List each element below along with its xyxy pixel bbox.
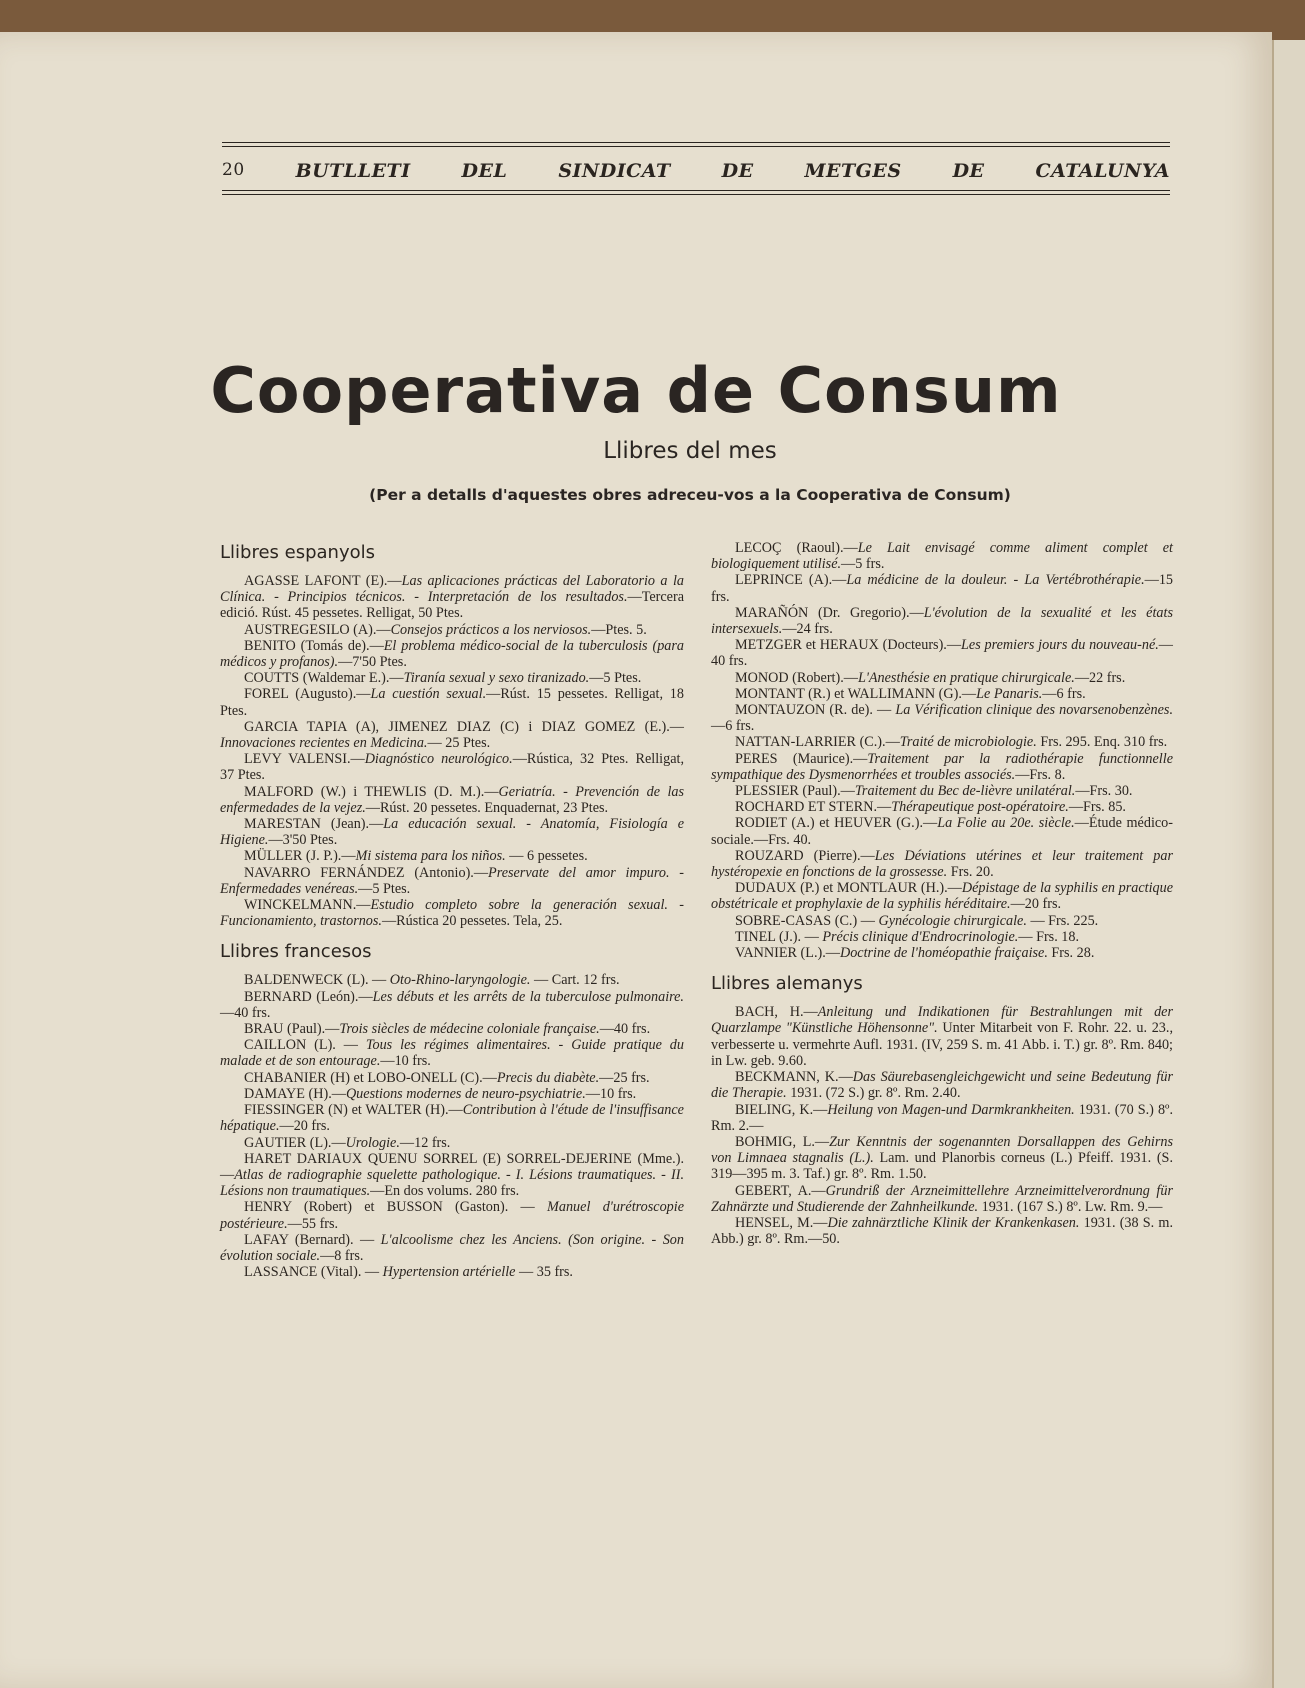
book-title: Preservate del amor impuro. - Enfermedades venéreas. bbox=[220, 864, 684, 897]
book-details: Lam. und Planorbis corneus (L.) Pfeiff. 1931. (S. 319—395 m. 3. Taf.) gr. 8º. Rm. 1.50. bbox=[711, 1150, 1173, 1183]
book-author: PLESSIER (Paul).— bbox=[735, 783, 855, 800]
book-title: La Vérification clinique des novarsenobenzènes. bbox=[895, 702, 1173, 719]
book-author: MARESTAN (Jean).— bbox=[244, 816, 384, 833]
book-author: LECOÇ (Raoul).— bbox=[735, 540, 858, 556]
book-details: —Rústica 20 pessetes. Tela, 25. bbox=[381, 913, 563, 930]
book-title: Dépistage de la syphilis en practique obstétricale et prophylaxie de la syphilis héréditaire. bbox=[711, 880, 1173, 913]
book-title: Estudio completo sobre la generación sexual. - Funcionamiento, trastornos. bbox=[220, 897, 684, 930]
book-author: TINEL (J.). — bbox=[735, 928, 823, 945]
book-author: BALDENWECK (L). — bbox=[244, 972, 390, 989]
page-number: 20 bbox=[222, 160, 245, 180]
book-details: —7'50 Ptes. bbox=[338, 654, 407, 671]
book-details: —10 frs. bbox=[585, 1085, 637, 1102]
book-entry bbox=[711, 929, 1173, 945]
book-entry bbox=[220, 719, 684, 751]
book-author: LAFAY (Bernard). — bbox=[244, 1231, 381, 1248]
book-details: —40 frs. bbox=[599, 1021, 651, 1038]
book-title: Geriatría. - Prevención de las enfermedades de la vejez. bbox=[220, 783, 685, 816]
book-title: Las aplicaciones prácticas del Laboratorio a la Clínica. - Principios técnicos. - Interpretación de los resultados. bbox=[220, 573, 684, 606]
book-author: BOHMIG, L.— bbox=[735, 1133, 830, 1150]
book-author: COUTTS (Waldemar E.).— bbox=[244, 670, 404, 687]
book-author: CHABANIER (H) et LOBO-ONELL (C).— bbox=[244, 1069, 497, 1086]
book-title: Trois siècles de médecine coloniale française. bbox=[339, 1021, 600, 1038]
book-author: MONOD (Robert).— bbox=[735, 669, 858, 686]
book-details: —Étude médico-sociale.—Frs. 40. bbox=[711, 815, 1173, 848]
book-entry bbox=[711, 1069, 1173, 1101]
book-details: —3'50 Ptes. bbox=[268, 832, 338, 849]
book-author: LASSANCE (Vital). — bbox=[244, 1264, 383, 1281]
book-title: Heilung von Magen-und Darmkrankheiten. bbox=[827, 1101, 1075, 1118]
book-author: GEBERT, A.— bbox=[735, 1182, 826, 1199]
book-title: Les premiers jours du nouveau-né. bbox=[961, 637, 1159, 654]
book-entry bbox=[220, 1135, 684, 1151]
book-details: —Frs. 85. bbox=[1068, 799, 1126, 816]
book-entry bbox=[220, 1037, 684, 1069]
book-entry bbox=[220, 622, 684, 638]
book-details: Frs. 28. bbox=[1047, 945, 1095, 962]
running-header bbox=[222, 142, 1170, 200]
book-entry bbox=[220, 865, 684, 897]
book-title: Questions modernes de neuro-psychiatrie. bbox=[345, 1085, 586, 1102]
book-entry bbox=[711, 783, 1173, 799]
book-title: Atlas de radiographie squelette pathologique. - I. Lésions traumatiques. - II. Lésions non traumatiques. bbox=[220, 1166, 684, 1200]
book-entry bbox=[220, 751, 684, 783]
left-column bbox=[220, 540, 684, 1280]
book-author: DAMAYE (H).— bbox=[244, 1085, 346, 1102]
book-author: BRAU (Paul).— bbox=[244, 1021, 340, 1038]
book-entry bbox=[220, 897, 684, 929]
book-author: RODIET (A.) et HEUVER (G.).— bbox=[735, 815, 938, 832]
book-author: HENSEL, M.— bbox=[735, 1214, 828, 1231]
book-title: Mi sistema para los niños. bbox=[355, 848, 506, 865]
book-title: Das Säurebasengleichgewicht und seine Bedeutung für die Therapie. bbox=[711, 1069, 1173, 1102]
book-details: — Cart. 12 frs. bbox=[530, 972, 620, 989]
book-entry bbox=[220, 1232, 684, 1264]
book-details: —12 frs. bbox=[399, 1134, 451, 1151]
next-page-edge bbox=[1272, 40, 1305, 1688]
book-author: GARCIA TAPIA (A), JIMENEZ DIAZ (C) i DIAZ GOMEZ (E.).— bbox=[244, 718, 684, 735]
book-author: FOREL (Augusto).— bbox=[244, 686, 371, 703]
book-entry bbox=[711, 637, 1173, 669]
book-entry bbox=[711, 572, 1173, 604]
book-details: — 6 pessetes. bbox=[505, 848, 588, 865]
book-title: Thérapeutique post-opératoire. bbox=[891, 799, 1069, 816]
book-entry bbox=[711, 605, 1173, 637]
book-entry bbox=[711, 1004, 1173, 1069]
book-entry bbox=[711, 670, 1173, 686]
book-author: SOBRE-CASAS (C.) — bbox=[735, 912, 879, 929]
book-author: BENITO (Tomás de).— bbox=[244, 637, 384, 654]
book-details: —Frs. 30. bbox=[1075, 783, 1133, 800]
book-title: L'Anesthésie en pratique chirurgicale. bbox=[857, 669, 1075, 686]
book-details: —55 frs. bbox=[287, 1215, 339, 1232]
book-author: BIELING, K.— bbox=[735, 1101, 828, 1118]
book-entry bbox=[711, 1183, 1173, 1215]
header-word: SINDICAT bbox=[558, 160, 671, 182]
book-details: —5 Ptes. bbox=[358, 880, 411, 897]
book-author: MONTANT (R.) et WALLIMANN (G).— bbox=[735, 685, 977, 702]
book-entry bbox=[220, 848, 684, 864]
book-entry bbox=[220, 972, 684, 988]
book-title: Tous les régimes alimentaires. - Guide pratique du malade et de son entourage. bbox=[220, 1037, 684, 1070]
section-heading: Llibres alemanys bbox=[711, 973, 863, 995]
book-details: —25 frs. bbox=[599, 1069, 650, 1086]
book-details: Frs. 20. bbox=[947, 864, 994, 881]
book-details: —En dos volums. 280 frs. bbox=[370, 1183, 520, 1200]
book-details: —5 frs. bbox=[841, 556, 885, 573]
book-title: Les Déviations utérines et leur traitement par hystéropexie en fonctions de la grossesse. bbox=[711, 847, 1173, 881]
book-title: Traité de microbiologie. bbox=[899, 734, 1037, 751]
book-title: Tiranía sexual y sexo tiranizado. bbox=[403, 670, 590, 687]
header-word: BUTLLETI bbox=[295, 160, 411, 182]
book-details: —20 frs. bbox=[279, 1118, 330, 1135]
book-details: —22 frs. bbox=[1074, 669, 1126, 686]
book-details: —Rúst. 15 pessetes. Relligat, 18 Ptes. bbox=[220, 686, 684, 719]
book-details: —40 frs. bbox=[220, 1004, 271, 1021]
book-author: NATTAN-LARRIER (C.).— bbox=[735, 734, 900, 751]
book-entry bbox=[711, 751, 1173, 783]
book-details: — 35 frs. bbox=[515, 1264, 573, 1281]
book-details: —Frs. 8. bbox=[1015, 766, 1066, 783]
book-author: BACH, H.— bbox=[735, 1004, 818, 1021]
contact-note: (Per a detalls d'aquestes obres adreceu-vos a la Cooperativa de Consum) bbox=[369, 486, 1011, 504]
book-entry bbox=[220, 816, 684, 848]
book-author: LEVY VALENSI.— bbox=[244, 751, 365, 768]
book-title: Doctrine de l'homéopathie fraiçaise. bbox=[839, 945, 1048, 962]
book-author: LEPRINCE (A).— bbox=[735, 572, 847, 589]
book-title: Manuel d'urétroscopie postérieure. bbox=[220, 1199, 685, 1232]
book-author: FIESSINGER (N) et WALTER (H).— bbox=[244, 1102, 463, 1119]
book-title: L'évolution de la sexualité et les états intersexuels. bbox=[711, 604, 1173, 638]
book-entry bbox=[220, 573, 684, 622]
book-details: —5 Ptes. bbox=[589, 670, 642, 687]
book-details: 1931. (72 S.) gr. 8º. Rm. 2.40. bbox=[786, 1085, 961, 1102]
book-author: CAILLON (L). — bbox=[244, 1037, 366, 1054]
book-details: — Frs. 225. bbox=[1026, 912, 1099, 929]
book-details: —Ptes. 5. bbox=[591, 621, 647, 638]
page-subtitle: Llibres del mes bbox=[603, 438, 777, 464]
book-details: 1931. (38 S. m. Abb.) gr. 8º. Rm.—50. bbox=[711, 1214, 1173, 1248]
book-title: Précis clinique d'Endrocrinologie. bbox=[822, 928, 1019, 945]
book-title: Traitement du Bec de-lièvre unilatéral. bbox=[854, 783, 1076, 800]
book-title: Le Lait envisagé comme aliment complet et biologiquement utilisé. bbox=[711, 540, 1174, 573]
header-word: DE bbox=[952, 160, 985, 182]
book-entry bbox=[711, 540, 1173, 572]
book-details: — Frs. 18. bbox=[1018, 928, 1080, 945]
header-rule-top-1 bbox=[222, 142, 1170, 143]
book-author: AUSTREGESILO (A).— bbox=[244, 621, 391, 638]
book-title: Urologie. bbox=[345, 1134, 400, 1151]
book-details: —6 frs. bbox=[1042, 685, 1086, 702]
section-heading: Llibres francesos bbox=[220, 941, 372, 963]
book-title: La educación sexual. - Anatomía, Fisiología e Higiene. bbox=[220, 816, 685, 849]
book-details: —15 frs. bbox=[711, 572, 1174, 605]
book-title: Consejos prácticos a los nerviosos. bbox=[390, 621, 592, 638]
book-entry bbox=[711, 734, 1173, 750]
book-details: —20 frs. bbox=[1010, 896, 1062, 913]
header-text bbox=[222, 160, 1170, 182]
book-details: Frs. 295. Enq. 310 frs. bbox=[1036, 734, 1168, 751]
book-entry bbox=[220, 670, 684, 686]
header-rule-bottom-2 bbox=[222, 194, 1170, 195]
book-entry bbox=[220, 1151, 684, 1200]
book-entry bbox=[711, 702, 1173, 734]
book-details: —8 frs. bbox=[320, 1247, 364, 1264]
book-author: BERNARD (León).— bbox=[244, 988, 373, 1005]
book-entry bbox=[220, 1021, 684, 1037]
book-entry bbox=[220, 1264, 684, 1280]
book-author: VANNIER (L.).— bbox=[735, 945, 840, 962]
book-entry bbox=[711, 686, 1173, 702]
book-title: La Folie au 20e. siècle. bbox=[937, 815, 1075, 832]
book-entry bbox=[711, 799, 1173, 815]
book-author: HENRY (Robert) et BUSSON (Gaston). — bbox=[244, 1199, 548, 1216]
book-details: Unter Mitarbeit von F. Rohr. 22. u. 23., verbesserte u. vermehrte Aufl. 1931. (IV, 259 S. m. 41 Abb. i. T.) gr. 8º. Rm. 840; in Lw. geb. 9.60. bbox=[711, 1020, 1173, 1069]
book-author: MALFORD (W.) i THEWLIS (D. M.).— bbox=[244, 783, 499, 800]
book-details: 1931. (167 S.) 8º. Lw. Rm. 9.— bbox=[978, 1198, 1163, 1215]
book-title: La cuestión sexual. bbox=[370, 686, 487, 703]
book-title: Hypertension artérielle bbox=[382, 1264, 516, 1281]
book-title: L'alcoolisme chez les Anciens. (Son origine. - Son évolution sociale. bbox=[220, 1231, 684, 1264]
book-entry bbox=[711, 1215, 1173, 1247]
book-author: MÜLLER (J. P.).— bbox=[244, 848, 356, 865]
book-entry bbox=[711, 945, 1173, 961]
header-word: METGES bbox=[804, 160, 902, 182]
book-entry bbox=[220, 784, 684, 816]
book-title: Les débuts et les arrêts de la tuberculose pulmonaire. bbox=[372, 988, 684, 1005]
book-title: Innovaciones recientes en Medicina. bbox=[220, 735, 428, 752]
book-author: METZGER et HERAUX (Docteurs).— bbox=[735, 637, 962, 654]
book-entry bbox=[711, 880, 1173, 912]
book-author: PERES (Maurice).— bbox=[735, 750, 868, 767]
book-entry bbox=[220, 1086, 684, 1102]
book-title: Contribution à l'étude de l'insuffisance hépatique. bbox=[220, 1102, 684, 1135]
book-details: —Tercera edició. Rúst. 45 pessetes. Relligat, 50 Ptes. bbox=[220, 589, 684, 622]
book-author: ROUZARD (Pierre).— bbox=[735, 847, 875, 864]
book-details: 1931. (70 S.) 8º. Rm. 2.— bbox=[711, 1101, 1174, 1134]
book-author: MARAÑÓN (Dr. Gregorio).— bbox=[735, 604, 924, 621]
book-entry bbox=[220, 638, 684, 670]
book-author: ROCHARD ET STERN.— bbox=[735, 799, 892, 816]
book-title: Diagnóstico neurológico. bbox=[364, 751, 513, 768]
book-entry bbox=[220, 989, 684, 1021]
book-author: HARET DARIAUX QUENU SORREL (E) SORREL-DEJERINE (Mme.).— bbox=[220, 1150, 684, 1183]
book-author: DUDAUX (P.) et MONTLAUR (H.).— bbox=[735, 880, 962, 897]
book-entry bbox=[711, 815, 1173, 847]
book-author: AGASSE LAFONT (E).— bbox=[244, 573, 402, 589]
book-details: —40 frs. bbox=[711, 637, 1173, 670]
book-title: Gynécologie chirurgicale. bbox=[878, 912, 1027, 929]
book-entry bbox=[220, 1102, 684, 1134]
header-word: CATALUNYA bbox=[1035, 160, 1170, 182]
header-word: DE bbox=[721, 160, 754, 182]
book-entry bbox=[220, 686, 684, 718]
book-author: MONTAUZON (R. de). — bbox=[735, 702, 896, 719]
book-title: El problema médico-social de la tuberculosis (para médicos y profanos). bbox=[220, 637, 684, 671]
book-title: Oto-Rhino-laryngologie. bbox=[389, 972, 531, 989]
right-column bbox=[711, 540, 1173, 1247]
book-author: WINCKELMANN.— bbox=[244, 897, 371, 914]
book-details: —Rúst. 20 pessetes. Enquadernat, 23 Ptes. bbox=[365, 799, 609, 816]
book-title: Zur Kenntnis der sogenannten Dorsallappen des Gehirns von Limnaea stagnalis (L.). bbox=[711, 1133, 1173, 1167]
book-entry bbox=[220, 1070, 684, 1086]
book-details: —24 frs. bbox=[782, 621, 833, 638]
book-title: Traitement par la radiothérapie functionnelle sympathique des Dysmenorrhées et troubles associés. bbox=[711, 750, 1173, 783]
book-title: Die zahnärztliche Klinik der Krankenkasen. bbox=[827, 1214, 1080, 1231]
book-title: Le Panaris. bbox=[976, 685, 1043, 702]
book-entry bbox=[711, 913, 1173, 929]
book-details: —10 frs. bbox=[380, 1053, 431, 1070]
book-details: — 25 Ptes. bbox=[427, 735, 491, 752]
section-heading: Llibres espanyols bbox=[220, 542, 375, 563]
book-entry bbox=[711, 1134, 1173, 1183]
book-author: NAVARRO FERNÁNDEZ (Antonio).— bbox=[244, 864, 489, 881]
book-title: Precis du diabète. bbox=[496, 1069, 600, 1086]
book-title: La médicine de la douleur. - La Vertébrothérapie. bbox=[846, 572, 1145, 589]
header-word: DEL bbox=[461, 160, 508, 182]
book-author: GAUTIER (L).— bbox=[244, 1134, 346, 1151]
book-entry bbox=[711, 848, 1173, 880]
header-rule-bottom-1 bbox=[222, 190, 1170, 191]
book-title: Anleitung und Indikationen für Bestrahlungen mit der Quarzlampe "Künstliche Höhensonne". bbox=[711, 1004, 1174, 1037]
book-author: BECKMANN, K.— bbox=[735, 1069, 853, 1086]
book-details: —6 frs. bbox=[711, 718, 755, 735]
book-details: —Rústica, 32 Ptes. Relligat, 37 Ptes. bbox=[220, 751, 684, 784]
header-rule-top-2 bbox=[222, 146, 1170, 147]
book-entry bbox=[711, 1102, 1173, 1134]
book-entry bbox=[220, 1199, 684, 1231]
page-title: Cooperativa de Consum bbox=[210, 354, 1062, 427]
book-title: Grundriß der Arzneimittellehre Arzneimittelverordnung für Zahnärzte und Studierende der Zahnheilkunde. bbox=[711, 1182, 1173, 1215]
